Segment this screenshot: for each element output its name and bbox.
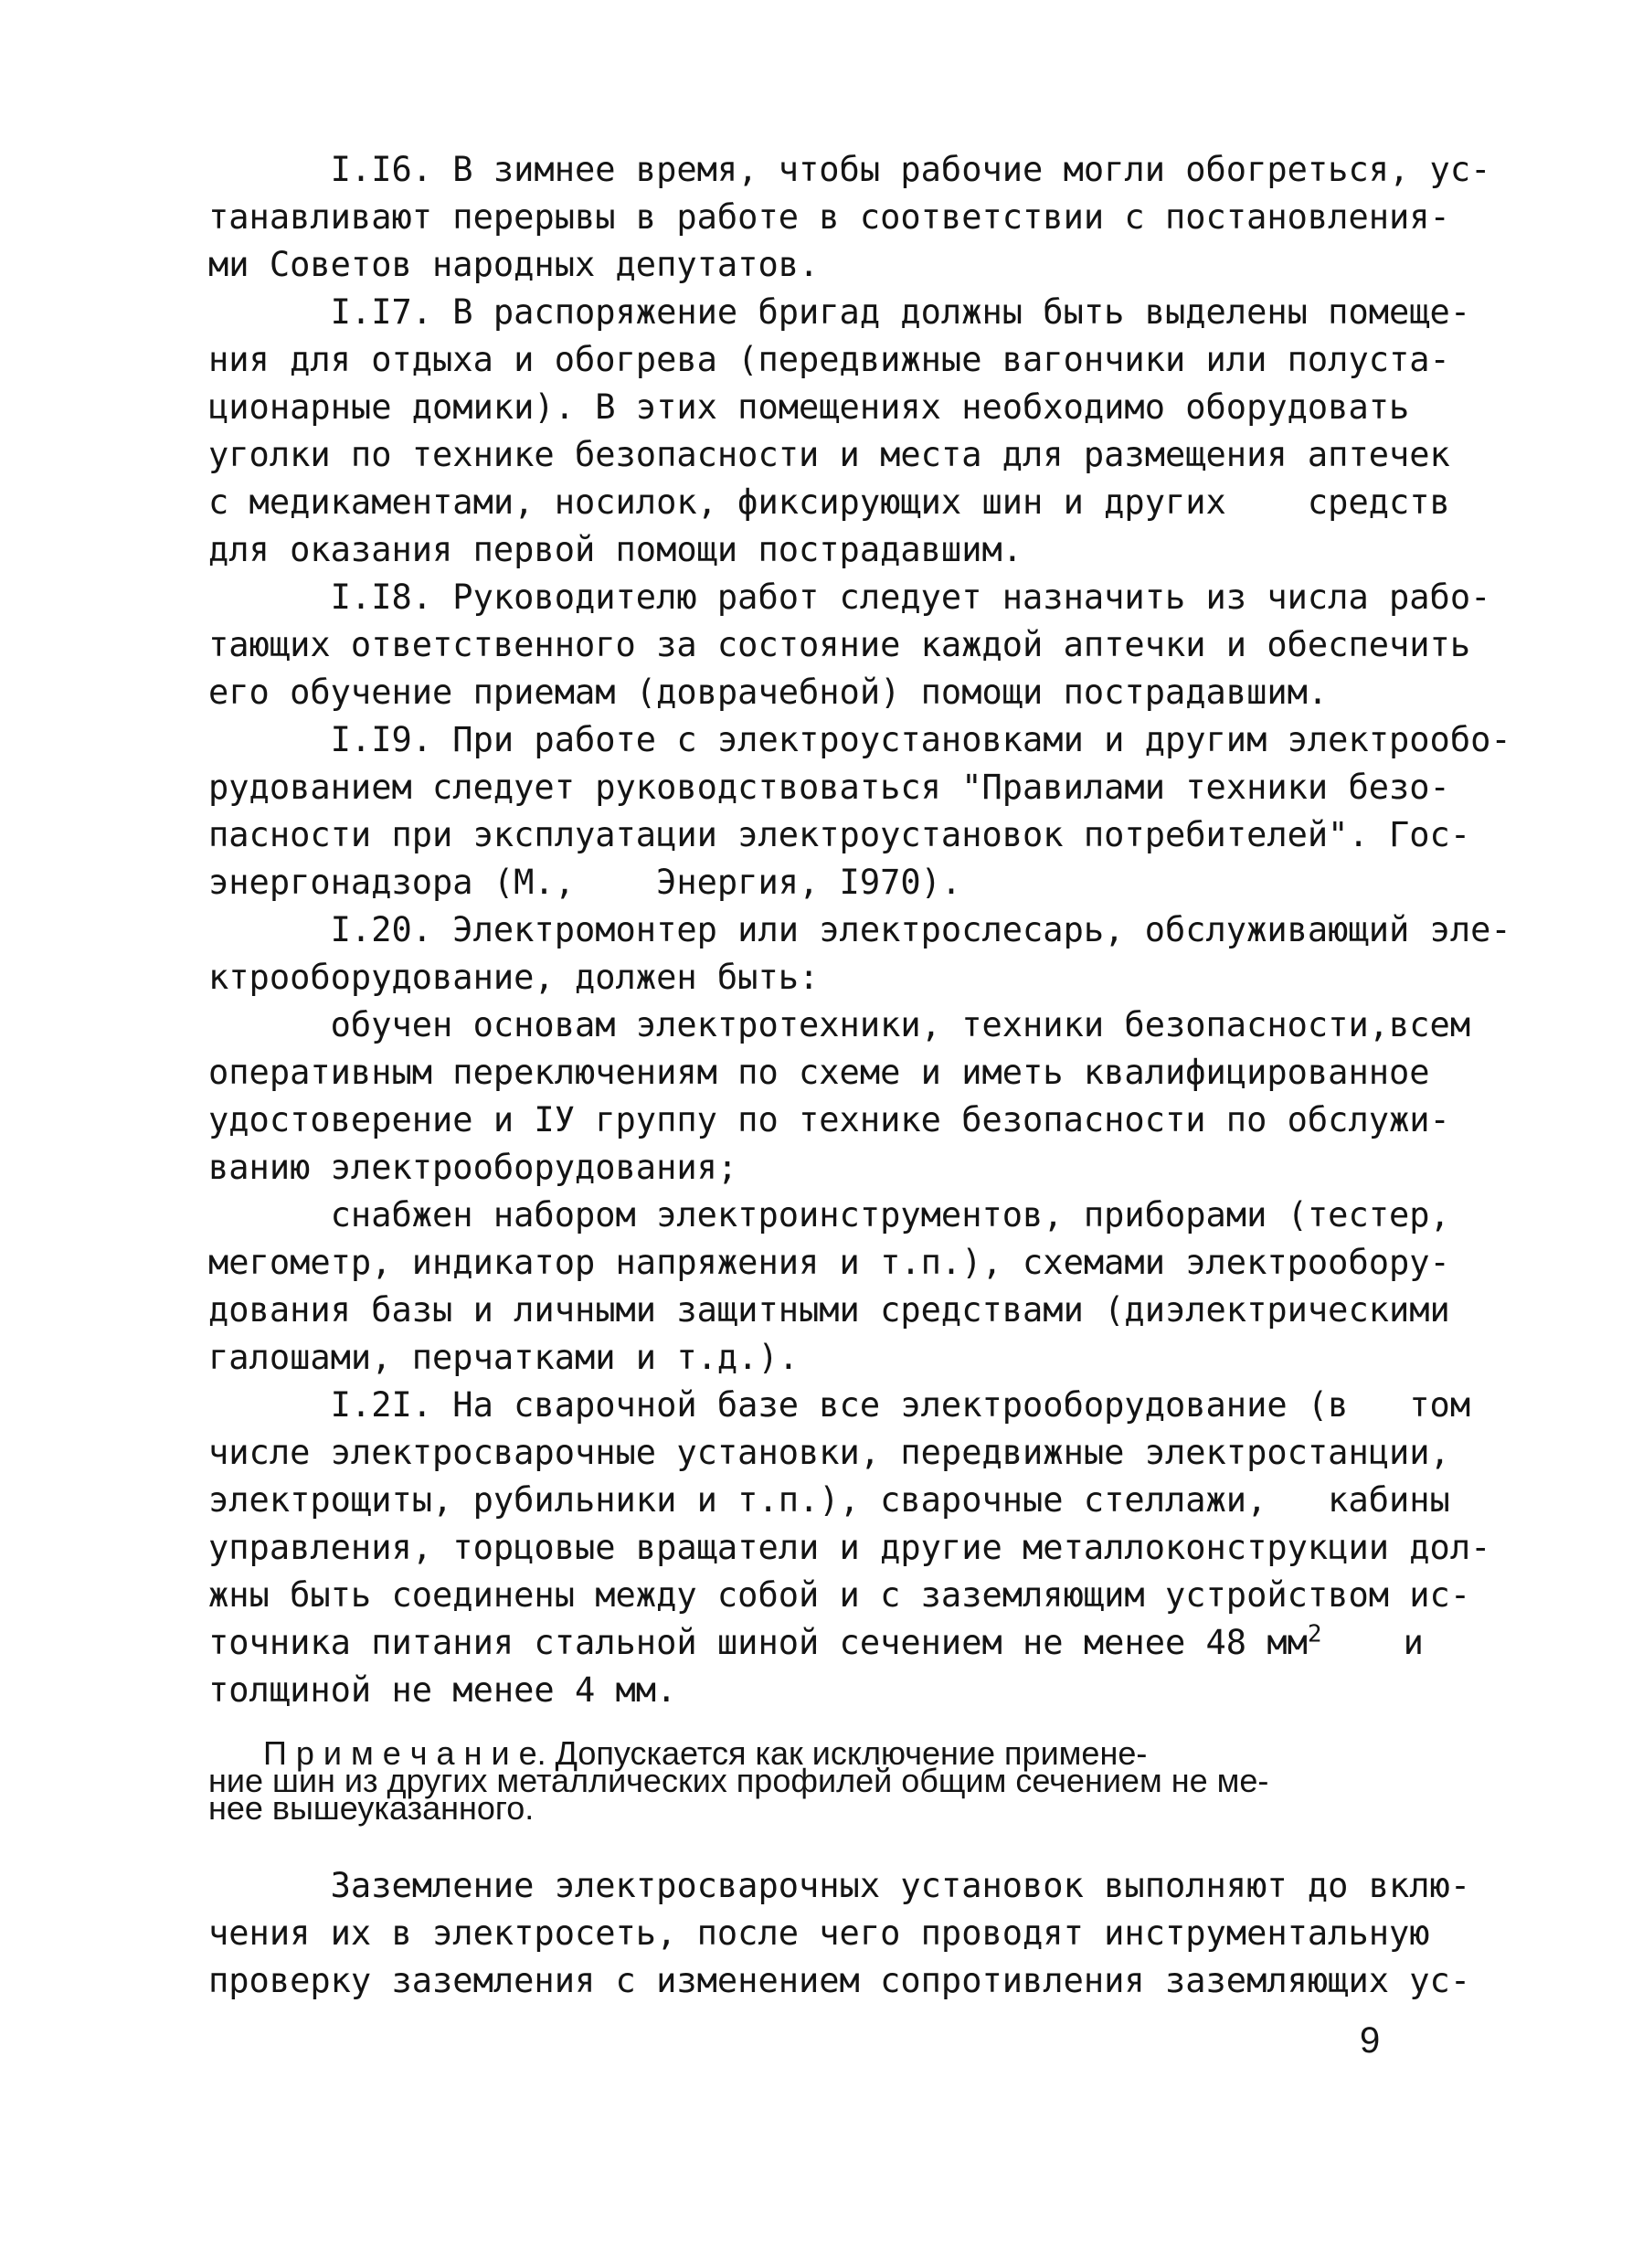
text-line: ния для отдыха и обогрева (передвижные вагончики или полуста- [208,340,1450,379]
text-line: снабжен набором электроинструментов, приборами (тестер, [208,1195,1450,1235]
text-line: уголки по технике безопасности и места для размещения аптечек [208,435,1450,474]
text-line: рудованием следует руководствоваться "Правилами техники безо- [208,768,1450,807]
text-line: обучен основам электротехники, техники безопасности,всем [208,1005,1471,1044]
text-line: энергонадзора (М., Энергия, I970). [208,863,962,902]
text-line: I.I8. Руководителю работ следует назначить из числа рабо- [208,578,1491,617]
main-text [208,146,1511,2005]
text-line: мегометр, индикатор напряжения и т.п.), схемами электрообору- [208,1243,1450,1282]
text-line: ванию электрооборудования; [208,1148,738,1187]
text-line: чения их в электросеть, после чего проводят инструментальную [208,1913,1430,1953]
text-line: I.2I. На сварочной базе все электрооборудование (в том [208,1385,1471,1425]
text-line: ционарные домики). В этих помещениях необходимо оборудовать [208,387,1410,427]
text-line: для оказания первой помощи пострадавшим. [208,530,1023,569]
text-line: тающих ответственного за состояние каждой аптечки и обеспечить [208,625,1471,664]
text-line: электрощиты, рубильники и т.п.), сварочные стеллажи, кабины [208,1480,1450,1520]
text-line: с медикаментами, носилок, фиксирующих шин и других средств [208,482,1450,522]
text-line: оперативным переключениям по схеме и иметь квалифицированное [208,1053,1430,1092]
text-line-with-superscript [208,1619,1424,1667]
text-line: пасности при эксплуатации электроустановок потребителей". Гос- [208,815,1471,854]
text-line: Заземление электросварочных установок выполняют до вклю- [208,1866,1471,1905]
text-line: его обучение приемам (доврачебной) помощи пострадавшим. [208,673,1329,712]
text-line: I.I9. При работе с электроустановками и другим электрообо- [208,720,1511,759]
spacer [208,1822,1424,1862]
text-line: точника питания стальной шиной сечением не менее 48 мм [208,1623,1308,1662]
text-line: танавливают перерывы в работе в соответствии с постановления- [208,197,1450,237]
line-tail: и [1321,1623,1424,1662]
text-line: жны быть соединены между собой и с заземляющим устройством ис- [208,1575,1471,1615]
note-line: ние шин из других металлических профилей общим сечением не ме- [208,1762,1269,1799]
note-block [208,1734,1424,1827]
note-line: нее вышеуказанного. [208,1789,535,1827]
superscript-2: 2 [1307,1620,1322,1648]
page-number: 9 [1360,2020,1381,2061]
note-line: П р и м е ч а н и е. Допускается как исключение применe- [208,1734,1148,1772]
text-line: толщиной не менее 4 мм. [208,1670,677,1710]
text-line: I.I6. В зимнее время, чтобы рабочие могли обогреться, ус- [208,150,1491,189]
text-line: I.20. Электромонтер или электрослесарь, обслуживающий эле- [208,910,1511,949]
text-line: проверку заземления с изменением сопротивления заземляющих ус- [208,1961,1471,2000]
text-line: I.I7. В распоряжение бригад должны быть выделены помеще- [208,292,1471,332]
text-line: числе электросварочные установки, передвижные электростанции, [208,1433,1450,1472]
text-line: ми Советов народных депутатов. [208,245,820,284]
text-line: галошами, перчатками и т.д.). [208,1338,800,1377]
text-line: ктрооборудование, должен быть: [208,958,820,997]
text-line: управления, торцовые вращатели и другие металлоконструкции дол- [208,1528,1491,1567]
text-line: удостоверение и IУ группу по технике безопасности по обслужи- [208,1100,1450,1139]
text-line: дования базы и личными защитными средствами (диэлектрическими [208,1290,1450,1330]
